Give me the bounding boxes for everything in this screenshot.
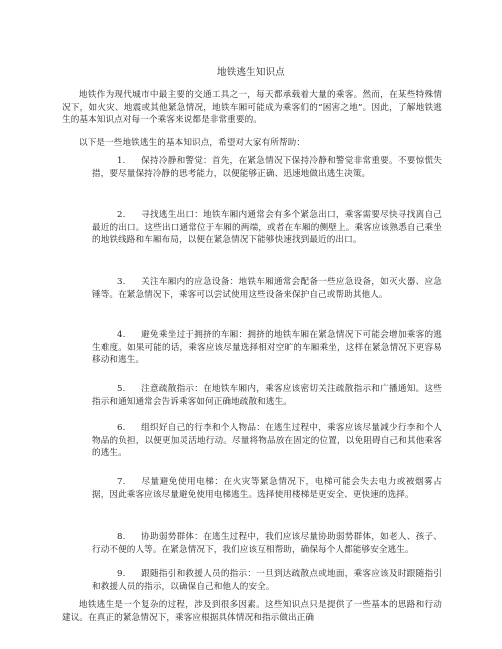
list-item: [92, 476, 442, 501]
item-text: 协助弱势群体：在逃生过程中，我们应该尽量协助弱势群体，如老人、孩子、行动不便的人等。在紧急情况下，我们应该互相帮助，确保每个人都能够安全逃生。: [92, 532, 442, 555]
item-number: 5.: [117, 384, 126, 394]
item-text: 避免乘坐过于拥挤的车厢：拥挤的地铁车厢在紧急情况下可能会增加乘客的逃生难度。如果可能的话，乘客应该尽量选择相对空旷的车厢乘坐，这样在紧急情况下更容易移动和逃生。: [92, 330, 442, 366]
outro-paragraph: 地铁逃生是一个复杂的过程，涉及到很多因素。这些知识点只是提供了一些基本的思路和行动建议。在真正的紧急情况下，乘客应根据具体情况和指示做出正确: [62, 600, 442, 623]
item-text: 关注车厢内的应急设备：地铁车厢通常会配备一些应急设备，如灭火器、应急锤等。在紧急情况下，乘客可以尝试使用这些设备来保护自己或帮助其他人。: [92, 277, 442, 300]
list-item: [92, 383, 442, 408]
item-text: 寻找逃生出口：地铁车厢内通常会有多个紧急出口，乘客需要尽快寻找离自己最近的出口。这些出口通常位于车厢的两端，或者在车厢的侧壁上。乘客应该熟悉自己乘坐的地铁线路和车厢布局，以便在紧急情况下能够快速找到最近的出口。: [92, 210, 442, 246]
list-item: [92, 209, 442, 247]
item-number: 2.: [117, 210, 126, 220]
item-number: 1.: [117, 156, 126, 166]
item-text: 尽量避免使用电梯：在火灾等紧急情况下，电梯可能会失去电力或被烟雾占据，因此乘客应该尽量避免使用电梯逃生。选择使用楼梯是更安全、更快速的选择。: [92, 477, 442, 500]
list-item: [92, 568, 442, 593]
item-number: 8.: [117, 532, 126, 542]
intro-paragraph: 地铁作为现代城市中最主要的交通工具之一，每天都承载着大量的乘客。然而，在某些特殊情况下，如火灾、地震或其他紧急情况，地铁车厢可能成为乘客们的“困害之地”。因此，了解地铁逃生的基本知识点对每一个乘客来说都是非常重要的。: [62, 90, 442, 126]
list-item: [92, 422, 442, 460]
item-number: 4.: [117, 330, 126, 340]
document-title: 地铁逃生知识点: [217, 67, 285, 78]
item-number: 9.: [117, 569, 126, 579]
list-item: [92, 329, 442, 367]
item-text: 注意疏散指示：在地铁车厢内，乘客应该密切关注疏散指示和广播通知。这些指示和通知通常会告诉乘客如何正确地疏散和逃生。: [92, 384, 442, 407]
item-text: 跟随指引和救援人员的指示：一旦到达疏散点或地面，乘客应该及时跟随指引和救援人员的指示，以确保自己和他人的安全。: [92, 569, 442, 592]
list-item: [92, 531, 442, 556]
lead-paragraph: 以下是一些地铁逃生的基本知识点，希望对大家有所帮助：: [79, 138, 306, 148]
item-number: 7.: [117, 477, 126, 487]
list-item: [92, 276, 442, 301]
list-item: [92, 155, 442, 180]
item-number: 6.: [117, 423, 126, 433]
item-number: 3.: [117, 277, 126, 287]
item-text: 组织好自己的行李和个人物品：在逃生过程中，乘客应该尽量减少行李和个人物品的负担，以便更加灵活地行动。尽量将物品放在固定的位置，以免阻碍自己和其他乘客的逃生。: [92, 423, 442, 459]
item-text: 保持冷静和警觉：首先，在紧急情况下保持冷静和警觉非常重要。不要惊慌失措，要尽量保持冷静的思考能力，以便能够正确、迅速地做出逃生决策。: [92, 156, 442, 179]
